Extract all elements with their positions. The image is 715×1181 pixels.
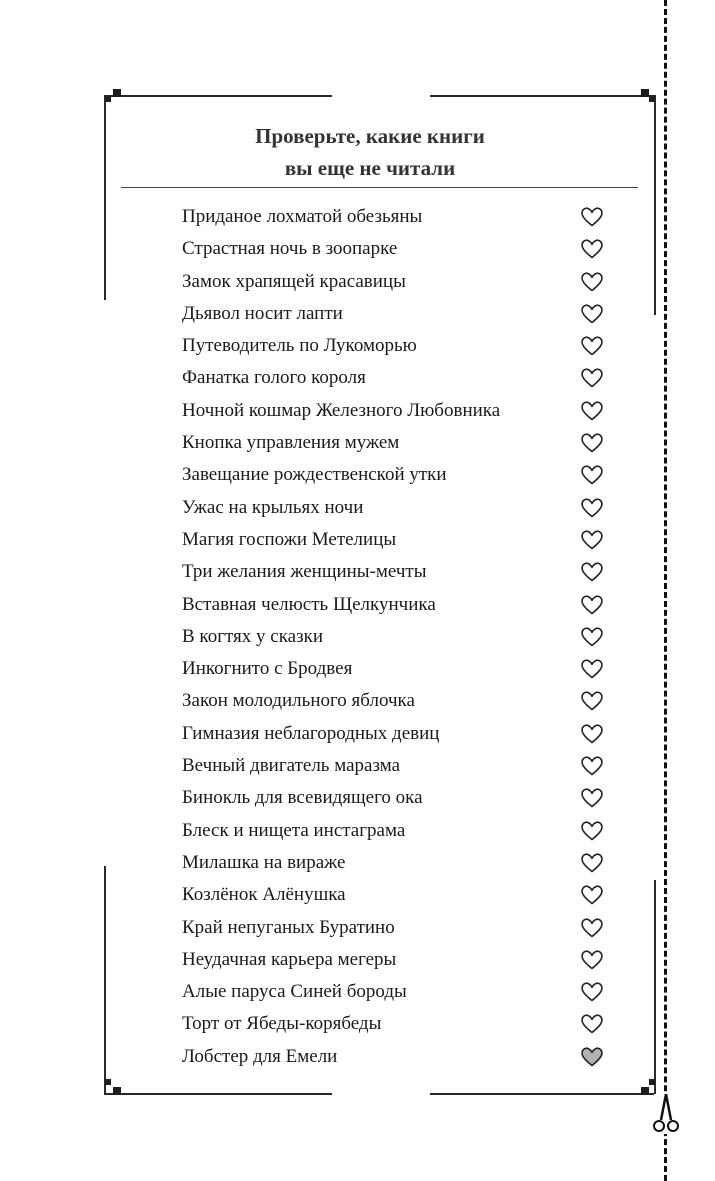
book-title: Край непуганых Буратино <box>182 916 395 938</box>
page-title <box>120 120 620 184</box>
book-item[interactable] <box>182 265 612 297</box>
corner-inner-bottom-left <box>105 1079 111 1085</box>
heart-icon[interactable] <box>580 431 604 453</box>
book-title: Торт от Ябеды-корябеды <box>182 1013 382 1035</box>
heart-icon[interactable] <box>580 366 604 388</box>
book-title: Страстная ночь в зоопарке <box>182 238 398 260</box>
heart-icon[interactable] <box>580 883 604 905</box>
heart-icon[interactable] <box>580 399 604 421</box>
heart-icon[interactable] <box>580 334 604 356</box>
book-item[interactable] <box>182 652 612 684</box>
scissors-icon <box>651 1092 681 1134</box>
heart-icon[interactable] <box>580 916 604 938</box>
heart-icon[interactable] <box>580 722 604 744</box>
book-item[interactable] <box>182 911 612 943</box>
corner-inner-top-right <box>649 96 655 102</box>
book-title: Инкогнито с Бродвея <box>182 658 353 680</box>
heart-icon[interactable] <box>580 463 604 485</box>
book-title: Приданое лохматой обезьяны <box>182 206 423 227</box>
cut-line <box>664 0 667 1181</box>
heart-icon[interactable] <box>580 819 604 841</box>
book-item[interactable] <box>182 426 612 458</box>
book-title: Милашка на вираже <box>182 851 346 873</box>
heart-icon[interactable] <box>580 1045 604 1067</box>
heart-icon[interactable] <box>580 302 604 324</box>
book-item[interactable] <box>182 200 612 232</box>
book-item[interactable] <box>182 620 612 652</box>
book-title: Вставная челюсть Щелкунчика <box>182 593 436 615</box>
book-item[interactable] <box>182 781 612 813</box>
book-item[interactable] <box>182 975 612 1007</box>
title-line-1: Проверьте, какие книги <box>255 124 485 148</box>
heart-icon[interactable] <box>580 657 604 679</box>
heart-icon[interactable] <box>580 851 604 873</box>
book-title: Три желания женщины-мечты <box>182 561 427 583</box>
corner-top-right <box>641 89 649 97</box>
book-title: Замок храпящей красавицы <box>182 270 406 292</box>
book-item[interactable] <box>182 329 612 361</box>
book-item[interactable] <box>182 846 612 878</box>
corner-inner-top-left <box>105 96 111 102</box>
book-item[interactable] <box>182 749 612 781</box>
heart-icon[interactable] <box>580 980 604 1002</box>
heart-icon[interactable] <box>580 270 604 292</box>
heart-icon[interactable] <box>580 1012 604 1034</box>
book-title: Козлёнок Алёнушка <box>182 884 346 906</box>
book-item[interactable] <box>182 523 612 555</box>
book-title: Блеск и нищета инстаграма <box>182 819 406 841</box>
book-item[interactable] <box>182 1040 612 1072</box>
book-title: Вечный двигатель маразма <box>182 755 401 777</box>
book-item[interactable] <box>182 943 612 975</box>
book-title: Ночной кошмар Железного Любовника <box>182 399 501 421</box>
book-title: В когтях у сказки <box>182 625 323 647</box>
heart-icon[interactable] <box>580 625 604 647</box>
book-title: Завещание рождественской утки <box>182 464 447 486</box>
book-title: Путеводитель по Лукоморью <box>182 335 417 357</box>
book-title: Лобстер для Емели <box>182 1045 338 1067</box>
book-item[interactable] <box>182 232 612 264</box>
book-title: Кнопка управления мужем <box>182 432 400 454</box>
book-item[interactable] <box>182 588 612 620</box>
book-title: Закон молодильного яблочка <box>182 690 415 712</box>
book-title: Ужас на крыльях ночи <box>182 496 364 518</box>
corner-inner-bottom-right <box>649 1079 655 1085</box>
heart-icon[interactable] <box>580 205 604 227</box>
book-item[interactable] <box>182 1007 612 1039</box>
book-item[interactable] <box>182 394 612 426</box>
corner-bottom-right <box>641 1087 649 1095</box>
title-line-2: вы еще не читали <box>284 156 456 180</box>
book-list <box>182 200 612 1072</box>
book-title: Неудачная карьера мегеры <box>182 948 397 970</box>
book-title: Дьявол носит лапти <box>182 302 343 324</box>
heart-icon[interactable] <box>580 689 604 711</box>
book-item[interactable] <box>182 555 612 587</box>
heart-icon[interactable] <box>580 786 604 808</box>
heart-icon[interactable] <box>580 560 604 582</box>
heart-icon[interactable] <box>580 528 604 550</box>
heart-icon[interactable] <box>580 237 604 259</box>
heart-icon[interactable] <box>580 948 604 970</box>
book-item[interactable] <box>182 297 612 329</box>
book-item[interactable] <box>182 814 612 846</box>
book-title: Фанатка голого короля <box>182 367 366 389</box>
title-divider <box>121 187 638 188</box>
book-item[interactable] <box>182 458 612 490</box>
book-title: Гимназия неблагородных девиц <box>182 722 440 744</box>
corner-bottom-left <box>113 1087 121 1095</box>
book-item[interactable] <box>182 361 612 393</box>
corner-top-left <box>113 89 121 97</box>
heart-icon[interactable] <box>580 754 604 776</box>
book-item[interactable] <box>182 491 612 523</box>
book-item[interactable] <box>182 878 612 910</box>
book-title: Алые паруса Синей бороды <box>182 981 407 1003</box>
book-title: Бинокль для всевидящего ока <box>182 787 423 809</box>
book-title: Магия госпожи Метелицы <box>182 528 397 550</box>
book-item[interactable] <box>182 717 612 749</box>
heart-icon[interactable] <box>580 496 604 518</box>
book-item[interactable] <box>182 684 612 716</box>
heart-icon[interactable] <box>580 593 604 615</box>
